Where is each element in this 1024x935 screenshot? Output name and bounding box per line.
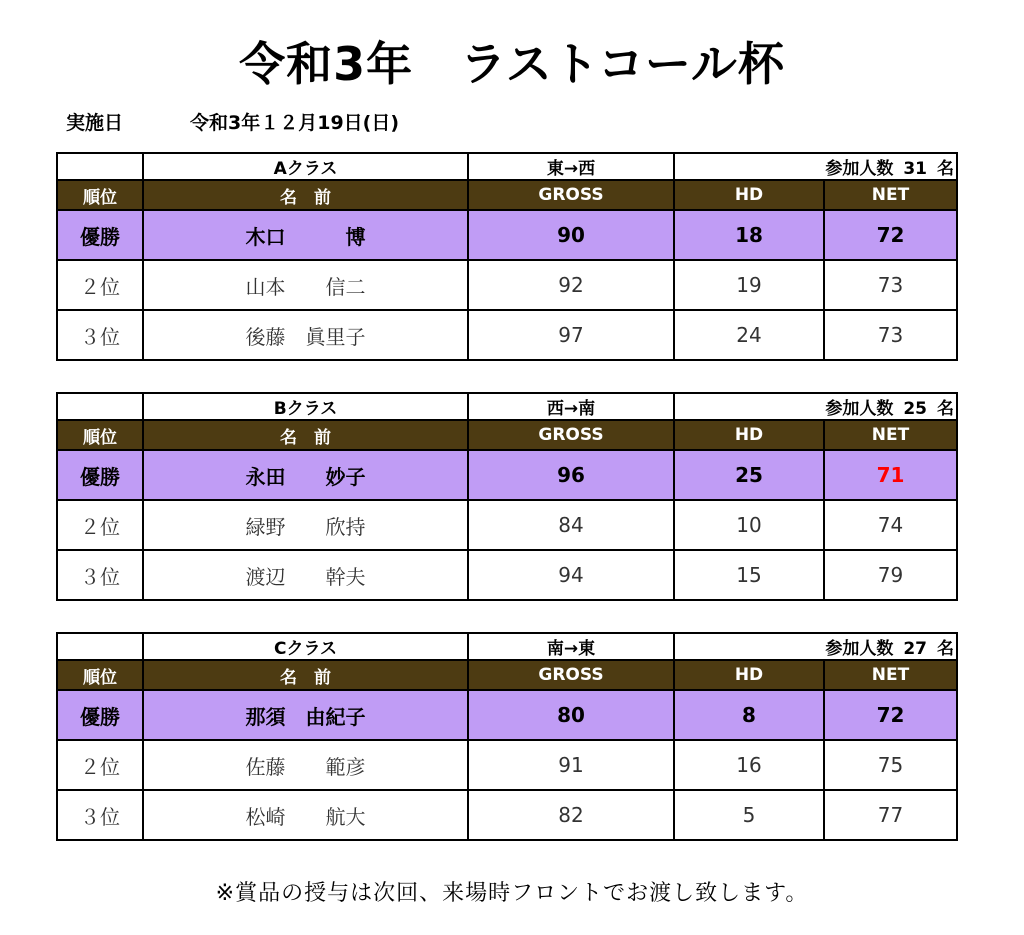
name-cell: 松崎 航大 <box>143 790 468 840</box>
hd-cell: 16 <box>674 740 824 790</box>
hd-cell: 25 <box>674 450 824 500</box>
header-rank: 順位 <box>57 660 143 690</box>
rank-cell: ２位 <box>57 500 143 550</box>
course-direction: 東→西 <box>468 153 674 180</box>
net-cell-highlight: 71 <box>824 450 957 500</box>
gross-cell: 97 <box>468 310 674 360</box>
rank-cell: ２位 <box>57 740 143 790</box>
name-cell: 山本 信二 <box>143 260 468 310</box>
header-gross: GROSS <box>468 660 674 690</box>
header-rank: 順位 <box>57 420 143 450</box>
name-cell: 木口 博 <box>143 210 468 260</box>
net-cell: 72 <box>824 210 957 260</box>
header-row <box>57 180 957 210</box>
gross-cell: 94 <box>468 550 674 600</box>
participants-unit: 名 <box>937 399 955 419</box>
header-hd: HD <box>674 420 824 450</box>
header-net: NET <box>824 420 957 450</box>
hd-cell: 5 <box>674 790 824 840</box>
table-row <box>57 500 957 550</box>
net-cell: 77 <box>824 790 957 840</box>
header-net: NET <box>824 660 957 690</box>
net-cell: 79 <box>824 550 957 600</box>
net-cell: 75 <box>824 740 957 790</box>
class-a-table <box>56 152 958 361</box>
gross-cell: 82 <box>468 790 674 840</box>
table-row <box>57 550 957 600</box>
page-title: 令和3年 ラストコール杯 <box>239 37 785 91</box>
rank-cell: 優勝 <box>57 210 143 260</box>
date-label: 実施日 <box>66 112 124 134</box>
class-name: Bクラス <box>143 393 468 420</box>
table-row <box>57 790 957 840</box>
blank-cell <box>57 393 143 420</box>
table-row <box>57 260 957 310</box>
header-name: 名 前 <box>143 180 468 210</box>
name-cell: 緑野 欣持 <box>143 500 468 550</box>
rank-cell: ３位 <box>57 310 143 360</box>
participants-label: 参加人数 <box>825 399 894 419</box>
header-name: 名 前 <box>143 660 468 690</box>
participant-count <box>674 393 957 420</box>
class-b-table <box>56 392 958 601</box>
header-hd: HD <box>674 660 824 690</box>
header-row <box>57 660 957 690</box>
table-row <box>57 740 957 790</box>
class-name: Aクラス <box>143 153 468 180</box>
participant-count <box>674 633 957 660</box>
rank-cell: ３位 <box>57 550 143 600</box>
hd-cell: 8 <box>674 690 824 740</box>
gross-cell: 92 <box>468 260 674 310</box>
participants-number: 27 <box>903 639 928 659</box>
header-row <box>57 420 957 450</box>
blank-cell <box>57 153 143 180</box>
event-date-row <box>66 108 399 135</box>
rank-cell: ２位 <box>57 260 143 310</box>
course-direction: 南→東 <box>468 633 674 660</box>
name-cell: 那須 由紀子 <box>143 690 468 740</box>
table-row-winner <box>57 210 957 260</box>
class-info-row <box>57 393 957 420</box>
class-info-row <box>57 153 957 180</box>
table-row-winner <box>57 450 957 500</box>
header-gross: GROSS <box>468 180 674 210</box>
header-net: NET <box>824 180 957 210</box>
gross-cell: 96 <box>468 450 674 500</box>
gross-cell: 91 <box>468 740 674 790</box>
name-cell: 佐藤 範彦 <box>143 740 468 790</box>
date-value: 令和3年１２月19日(日) <box>190 112 400 134</box>
hd-cell: 19 <box>674 260 824 310</box>
participants-unit: 名 <box>937 639 955 659</box>
gross-cell: 90 <box>468 210 674 260</box>
header-rank: 順位 <box>57 180 143 210</box>
class-name: Cクラス <box>143 633 468 660</box>
name-cell: 渡辺 幹夫 <box>143 550 468 600</box>
class-c-table <box>56 632 958 841</box>
rank-cell: ３位 <box>57 790 143 840</box>
hd-cell: 18 <box>674 210 824 260</box>
hd-cell: 15 <box>674 550 824 600</box>
hd-cell: 10 <box>674 500 824 550</box>
net-cell: 74 <box>824 500 957 550</box>
table-row-winner <box>57 690 957 740</box>
header-gross: GROSS <box>468 420 674 450</box>
header-hd: HD <box>674 180 824 210</box>
footer-note: ※賞品の授与は次回、来場時フロントでお渡し致します。 <box>215 881 809 906</box>
net-cell: 73 <box>824 310 957 360</box>
rank-cell: 優勝 <box>57 450 143 500</box>
net-cell: 72 <box>824 690 957 740</box>
participants-label: 参加人数 <box>825 639 894 659</box>
name-cell: 後藤 眞里子 <box>143 310 468 360</box>
table-row <box>57 310 957 360</box>
gross-cell: 84 <box>468 500 674 550</box>
net-cell: 73 <box>824 260 957 310</box>
participants-label: 参加人数 <box>825 159 894 179</box>
rank-cell: 優勝 <box>57 690 143 740</box>
participants-number: 25 <box>903 399 928 419</box>
header-name: 名 前 <box>143 420 468 450</box>
participants-number: 31 <box>903 159 928 179</box>
blank-cell <box>57 633 143 660</box>
name-cell: 永田 妙子 <box>143 450 468 500</box>
participant-count <box>674 153 957 180</box>
course-direction: 西→南 <box>468 393 674 420</box>
class-info-row <box>57 633 957 660</box>
gross-cell: 80 <box>468 690 674 740</box>
hd-cell: 24 <box>674 310 824 360</box>
participants-unit: 名 <box>937 159 955 179</box>
